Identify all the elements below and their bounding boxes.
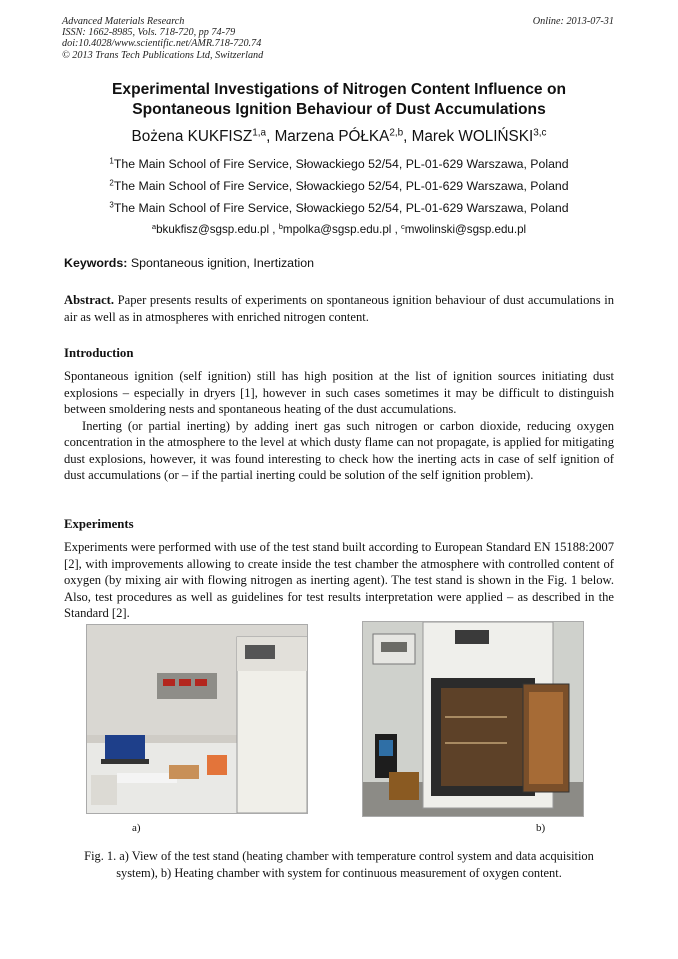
author: Bożena KUKFISZ$^{1,a}$, [131, 127, 275, 145]
paragraph: Inerting (or partial inerting) by adding inert gas such nitrogen or carbon dioxide, reducing oxygen concentration in the atmosphere to the level at which dusty flame can not propagate, is applied for mitigating dust explosions, however, it was found interesting to check how the inerting acts in case of self ignition of dust accumulations (or – if the partial inerting could be solution of the self ignition problem). [64, 418, 614, 482]
online-date: Online: 2013-07-31 [532, 16, 614, 27]
experiments-body [64, 539, 614, 622]
figure-photo-b [362, 621, 584, 817]
abstract [64, 292, 614, 325]
figure-label-b: b) [536, 822, 546, 834]
figure-caption: Fig. 1. a) View of the test stand (heating chamber with temperature control system and data acquisition system), b) Heating chamber with system for continuous measurement of oxygen content. [84, 849, 594, 880]
paper-title [40, 80, 638, 120]
affiliations [20, 153, 658, 241]
email-link[interactable]: bkukfisz@sgsp.edu.pl , [156, 223, 279, 236]
issn-line: ISSN: 1662-8985, Vols. 718-720, pp 74-79 [62, 27, 236, 39]
email-list: $^a$bkukfisz@sgsp.edu.pl , $^b$mpolka@sgsp.edu.pl , $^c$mwolinski@sgsp.edu.pl [151, 221, 527, 236]
introduction-body [64, 368, 614, 484]
figure-label-a: a) [132, 822, 141, 834]
paragraph: Experiments were performed with use of the test stand built according to European Standard EN 15188:2007 [2], with improvements allowing to create inside the test chamber the atmosphere with controlled content of oxygen (by mixing air with flowing nitrogen as inerting agent). The test stand is shown in the Fig. 1 below. Also, test procedures as well as guidelines for test results interpretation were applied – as described in the Standard [2]. [64, 540, 614, 620]
section-heading-experiments: Experiments [64, 517, 134, 531]
journal-name: Advanced Materials Research [62, 16, 185, 27]
author: Marek WOLIŃSKI$^{3,c}$ [411, 127, 547, 145]
affiliation-3: $^3$The Main School of Fire Service, Słowackiego 52/54, PL-01-629 Warszawa, Poland [109, 200, 569, 215]
email-link[interactable]: mwolinski@sgsp.edu.pl [404, 223, 527, 236]
copyright-line: © 2013 Trans Tech Publications Ltd, Switzerland [62, 49, 264, 61]
doi-line: doi:10.4028/www.scientific.net/AMR.718-720.74 [62, 38, 262, 50]
affiliation-2: $^2$The Main School of Fire Service, Słowackiego 52/54, PL-01-629 Warszawa, Poland [109, 178, 569, 193]
email-link[interactable]: mpolka@sgsp.edu.pl , [282, 223, 402, 236]
keywords [64, 256, 314, 270]
keywords-text: Spontaneous ignition, Inertization [130, 256, 315, 270]
author: Marzena PÓŁKA$^{2,b}$, [274, 127, 412, 145]
abstract-label: Abstract. [64, 293, 115, 307]
journal-header [62, 16, 263, 61]
affiliation-1: $^1$The Main School of Fire Service, Słowackiego 52/54, PL-01-629 Warszawa, Poland [109, 156, 569, 171]
title-line-1: Experimental Investigations of Nitrogen Content Influence on [112, 81, 566, 98]
section-heading-introduction: Introduction [64, 346, 134, 360]
title-line-2: Spontaneous Ignition Behaviour of Dust Accumulations [132, 101, 546, 118]
paragraph: Spontaneous ignition (self ignition) still has high position at the list of ignition sources initiating dust explosions – especially in dryers [1], however in such cases sometimes it may be difficult to distinguish between smoldering nests and spontaneous heating of the dust accumulations. [64, 369, 614, 416]
figure-photo-a [86, 624, 308, 814]
keywords-label: Keywords: [64, 256, 128, 270]
author-list [20, 127, 658, 147]
abstract-text: Paper presents results of experiments on spontaneous ignition behaviour of dust accumulations in air as well as in atmospheres with enriched nitrogen content. [64, 293, 614, 324]
